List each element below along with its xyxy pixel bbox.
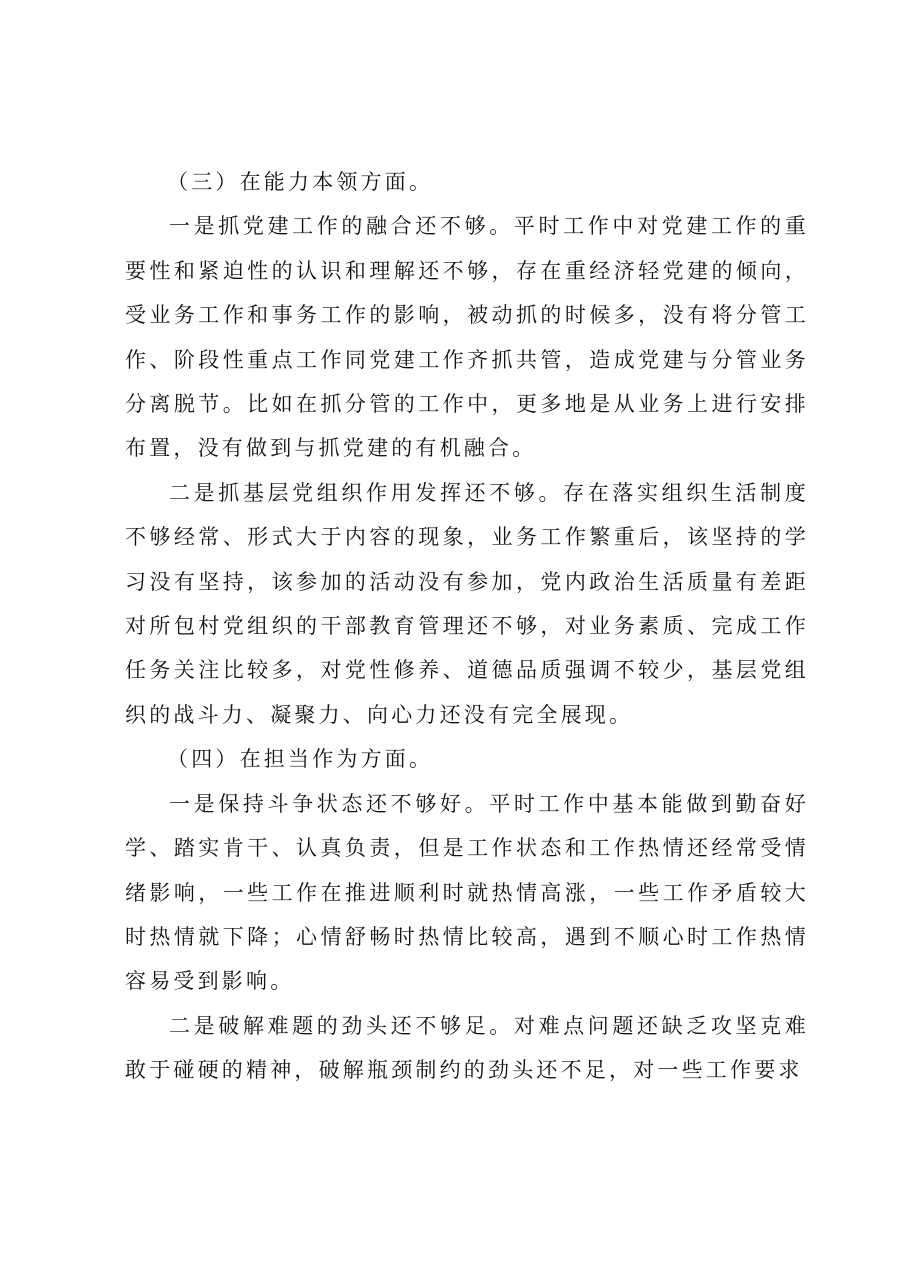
- paragraph-party-building-integration: 一是抓党建工作的融合还不够。平时工作中对党建工作的重要性和紧迫性的认识和理解还不够，存在重经济轻党建的倾向，受业务工作和事务工作的影响，被动抓的时候多，没有将分管工作、阶段性重点工作同党建工作齐抓共管，造成党建与分管业务分离脱节。比如在抓分管的工作中，更多地是从业务上进行安排布置，没有做到与抓党建的有机融合。: [125, 214, 809, 461]
- section-heading-capability: （三）在能力本领方面。: [167, 170, 434, 194]
- section-heading-responsibility: （四）在担当作为方面。: [167, 747, 434, 772]
- paragraph-struggle-state: 一是保持斗争状态还不够好。平时工作中基本能做到勤奋好学、踏实肯干、认真负责，但是工作状态和工作热情还经常受情绪影响，一些工作在推进顺利时就热情高涨，一些工作矛盾较大时热情就下降；心情舒畅时热情比较高，遇到不顺心时工作热情容易受到影响。: [125, 791, 809, 994]
- paragraph-solving-problems: 二是破解难题的劲头还不够足。对难点问题还缺乏攻坚克难敢于碰硬的精神，破解瓶颈制约的劲头还不足，对一些工作要求: [125, 1013, 809, 1083]
- paragraph-grassroots-organization: 二是抓基层党组织作用发挥还不够。存在落实组织生活制度不够经常、形式大于内容的现象，业务工作繁重后，该坚持的学习没有坚持，该参加的活动没有参加，党内政治生活质量有差距对所包村党组织的干部教育管理还不够，对业务素质、完成工作任务关注比较多，对党性修养、道德品质强调不较少，基层党组织的战斗力、凝聚力、向心力还没有完全展现。: [125, 480, 809, 727]
- document-body: [125, 160, 809, 1093]
